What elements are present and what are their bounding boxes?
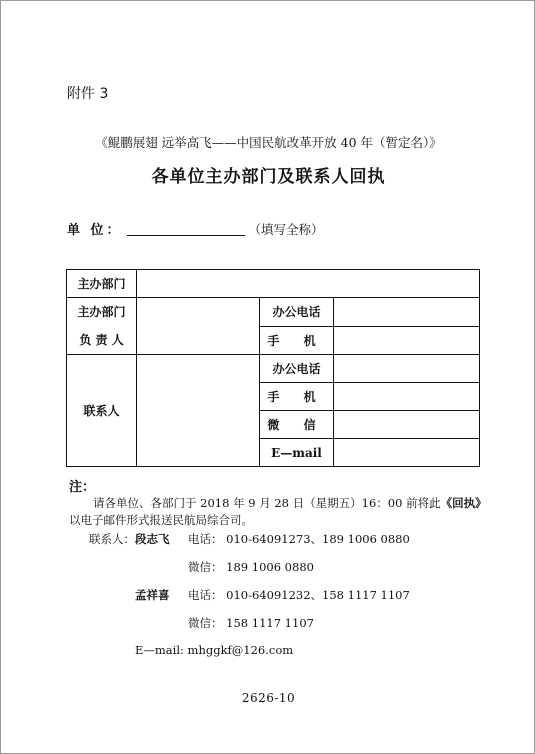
contact2-wechat: 微信： 158 1117 1107 [188, 616, 314, 630]
notes-body-before: 请各单位、各部门于 2018 年 9 月 28 日（星期五）16：00 前将此 [93, 496, 441, 510]
contact-wechat-label: 微 信 [260, 411, 334, 439]
contact1-name: 段志飞 [135, 532, 170, 546]
unit-row [67, 219, 324, 238]
unit-fill-line[interactable] [127, 221, 245, 236]
department-head-name-field[interactable] [137, 298, 260, 355]
contact-person-name-field[interactable] [137, 355, 260, 467]
unit-label: 单 位： [67, 223, 123, 238]
department-head-label-line2: 负 责 人 [79, 333, 124, 347]
contact-mobile-label: 手 机 [260, 383, 334, 411]
notes-body-after: 以电子邮件形式报送民航局综合司。 [69, 513, 253, 527]
department-head-label [67, 298, 137, 355]
head-mobile-label: 手 机 [260, 326, 334, 355]
head-office-phone-label: 办公电话 [260, 298, 334, 327]
contact2-phone: 电话： 010-64091232、158 1117 1107 [188, 588, 410, 602]
table-row [67, 298, 480, 327]
table-row [67, 270, 480, 298]
head-office-phone-field[interactable] [334, 298, 480, 327]
contact2-name: 孟祥喜 [135, 588, 170, 602]
notes-body [69, 495, 489, 529]
host-department-field[interactable] [137, 270, 480, 298]
document-title: 各单位主办部门及联系人回执 [151, 167, 386, 187]
contact1-phone: 电话： 010-64091273、189 1006 0880 [188, 532, 410, 546]
notes-body-receipt: 《回执》 [440, 496, 487, 510]
contact-mobile-field[interactable] [334, 383, 480, 411]
book-title: 《鲲鹏展翅 远举高飞——中国民航改革开放 40 年（暂定名）》 [95, 135, 442, 150]
contact-office-phone-label: 办公电话 [260, 355, 334, 383]
department-head-label-line1: 主办部门 [77, 305, 126, 319]
contact-email-field[interactable] [334, 439, 480, 467]
head-mobile-field[interactable] [334, 326, 480, 355]
contact-office-phone-field[interactable] [334, 355, 480, 383]
page-number: 2626-10 [241, 691, 296, 705]
attachment-label: 附件 3 [67, 86, 109, 102]
unit-hint: （填写全称） [248, 222, 324, 237]
contact1-wechat: 微信： 189 1006 0880 [188, 560, 314, 574]
contact-person-label: 联系人 [67, 355, 137, 467]
table-row [67, 355, 480, 383]
notes-heading: 注： [69, 480, 96, 495]
contact-email[interactable]: E—mail: mhggkf@126.com [135, 643, 294, 657]
receipt-form-table [66, 269, 480, 467]
host-department-label: 主办部门 [67, 270, 137, 298]
contact-email-label: E—mail [260, 439, 334, 467]
contact-list-label: 联系人： [89, 532, 135, 546]
contact-wechat-field[interactable] [334, 411, 480, 439]
